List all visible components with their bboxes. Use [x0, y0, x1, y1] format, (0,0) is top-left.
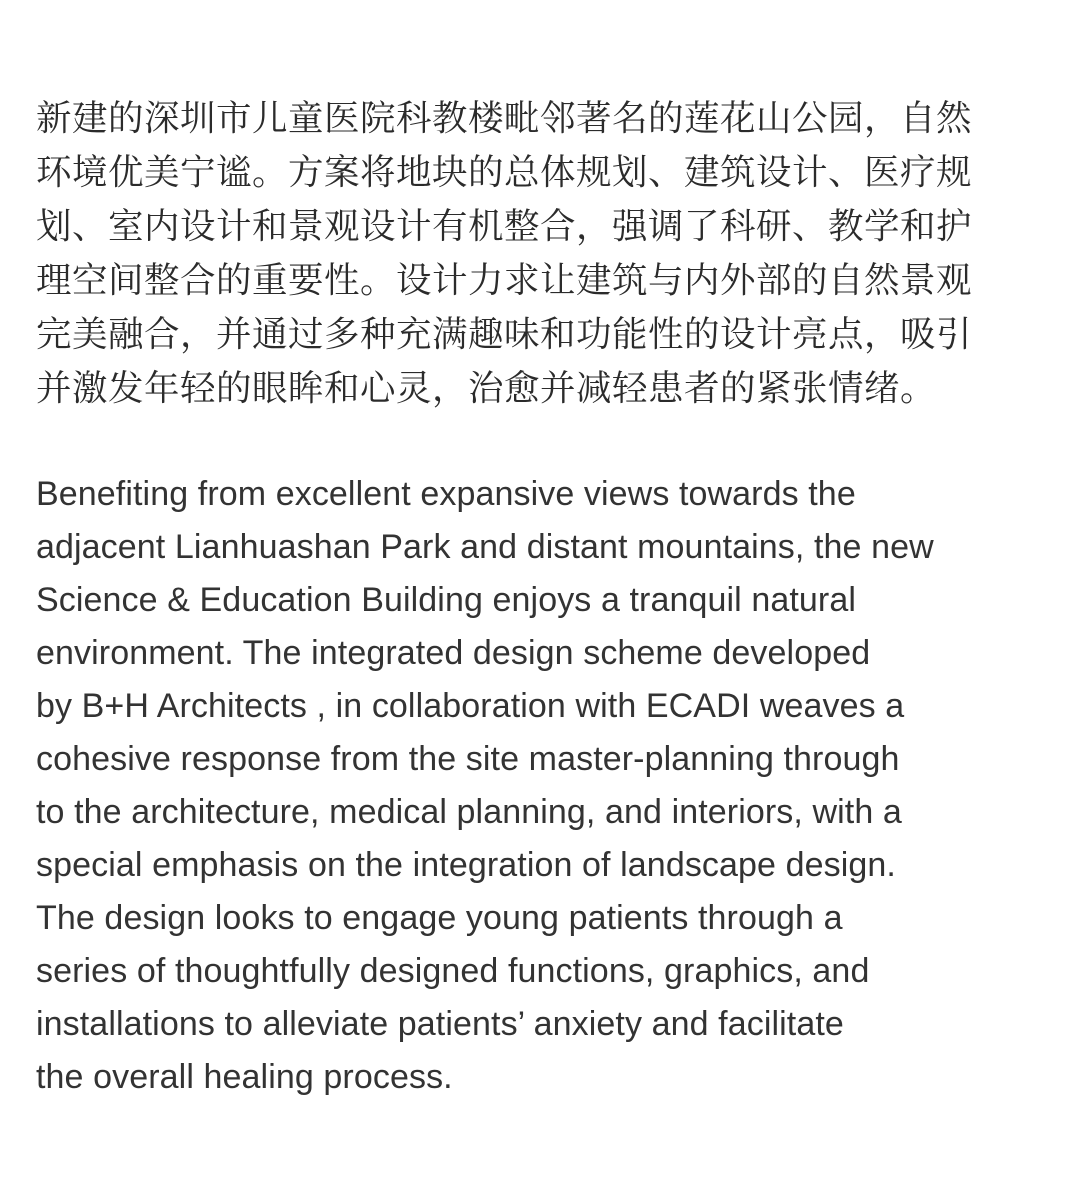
paragraph-line: series of thoughtfully designed functions, graphics, and [36, 952, 870, 990]
paragraph-line: The design looks to engage young patients through a [36, 899, 843, 937]
paragraph-line: 划、室内设计和景观设计有机整合，强调了科研、教学和护 [36, 206, 973, 247]
article-body [36, 0, 1046, 1104]
paragraph-line: installations to alleviate patients’ anxiety and facilitate [36, 1005, 844, 1043]
paragraph-line: Science & Education Building enjoys a tranquil natural [36, 581, 857, 619]
paragraph-line: 并激发年轻的眼眸和心灵，治愈并减轻患者的紧张情绪。 [36, 368, 937, 409]
paragraph-line: special emphasis on the integration of landscape design. [36, 846, 896, 884]
paragraph-line: 新建的深圳市儿童医院科教楼毗邻著名的莲花山公园，自然 [36, 98, 973, 139]
paragraph-line: by B+H Architects , in collaboration with ECADI weaves a [36, 687, 905, 725]
chinese-paragraph [36, 0, 1046, 416]
paragraph-line: adjacent Lianhuashan Park and distant mountains, the new [36, 528, 934, 566]
paragraph-line: 理空间整合的重要性。设计力求让建筑与内外部的自然景观 [36, 260, 973, 301]
paragraph-line: cohesive response from the site master-planning through [36, 740, 900, 778]
paragraph-line: to the architecture, medical planning, and interiors, with a [36, 793, 902, 831]
paragraph-line: Benefiting from excellent expansive views towards the [36, 475, 856, 513]
paragraph-line: environment. The integrated design scheme developed [36, 634, 871, 672]
english-paragraph [36, 416, 1046, 1104]
paragraph-line: 环境优美宁谧。方案将地块的总体规划、建筑设计、医疗规 [36, 152, 973, 193]
paragraph-line: 完美融合，并通过多种充满趣味和功能性的设计亮点，吸引 [36, 314, 973, 355]
paragraph-line: the overall healing process. [36, 1058, 453, 1096]
